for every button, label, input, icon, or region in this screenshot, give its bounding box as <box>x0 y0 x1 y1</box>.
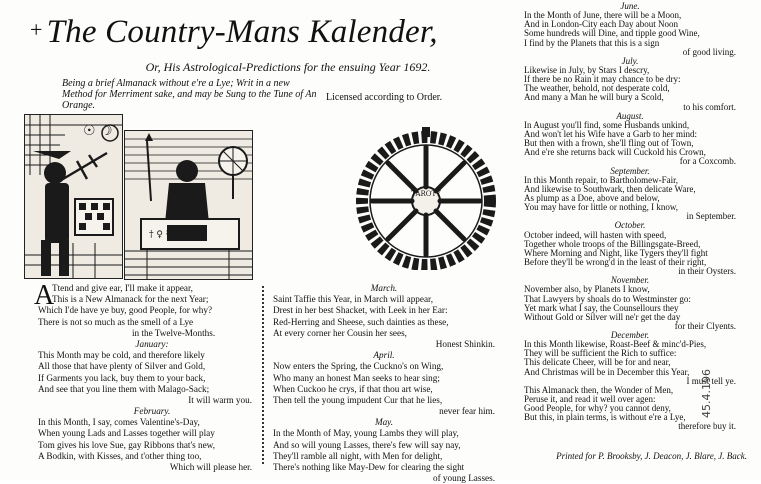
verse-line: At every corner her Cousin her sees, <box>273 327 407 338</box>
sun-moon-icon: ☉ ☽ <box>83 123 113 139</box>
page-title <box>30 14 490 51</box>
verse-line: When Cuckoo he crys, if that thou art wise, <box>273 383 433 394</box>
verse-line: Which I'de have ye buy, good People, for why? <box>38 305 213 316</box>
verse-line: All those that have plenty of Silver and Gold, <box>38 361 206 372</box>
woodcut-astrologer <box>24 114 123 279</box>
verse-line: Who many an honest Man seeks to hear sing; <box>273 372 440 383</box>
verse-line: And see that you line them with Malago-Sack; <box>38 383 210 394</box>
month-heading: December. <box>610 330 650 341</box>
handwritten-shelfmark: 45.4.196 <box>700 369 713 418</box>
verse-line: They'll ramble all night, with Men for delight, <box>273 450 443 461</box>
verse-line: Together whole troops of the Billingsgate-Breed, <box>524 238 701 249</box>
verse-line: In the Month of May, young Lambs they will play, <box>273 428 459 439</box>
symbol-marks: † ♀ ☿ <box>149 230 172 240</box>
month-heading: January: <box>135 338 169 349</box>
month-heading: July. <box>621 55 639 66</box>
month-heading: June. <box>620 1 640 11</box>
verse-line: Yet mark what I say, the Counsellours they <box>524 302 679 313</box>
verse-line: There is not so much as the smell of a Lye <box>38 316 194 327</box>
verse-refrain: in September. <box>686 211 736 222</box>
verse-line: And many a Man he will bury a Scold, <box>524 92 664 103</box>
verse-line: A Bodkin, with Kisses, and t'other thing too, <box>38 450 202 461</box>
verse-refrain: to his comfort. <box>683 101 736 112</box>
verse-line: In the Month of June, there will be a Moon, <box>524 10 682 21</box>
verse-line: And likewise to Southwark, then delicate Ware, <box>524 183 696 194</box>
column-left <box>34 280 252 473</box>
printer-imprint: Printed for P. Brooksby, J. Deacon, J. Blare, J. Back. <box>556 451 747 461</box>
verse-line: In this Month, I say, comes Valentine's-Day, <box>38 417 200 428</box>
verse-line: Ttend and give ear, I'll make it appear, <box>52 283 193 293</box>
verse-line: This is a New Almanack for the next Year; <box>52 294 209 305</box>
verse-refrain: Which will please her. <box>169 462 252 472</box>
column-middle <box>273 283 495 484</box>
verse-line: And in London-City each Day about Noon <box>524 19 678 30</box>
month-heading: September. <box>610 165 650 176</box>
verse-line: If there be no Rain it may chance to be dry: <box>524 74 681 85</box>
verse-line: Drest in her best Shacket, with Leek in her Ear: <box>273 305 448 316</box>
verse-line: They will be sufficient the Rich to suffice: <box>524 348 677 359</box>
woodcut-wheel <box>355 125 498 270</box>
verse-line: And won't let his Wife have a Garb to her mind: <box>524 128 698 139</box>
verse-line: And Christmas will be in December this Year, <box>524 366 690 377</box>
astrologer-illustration <box>25 115 122 278</box>
subtitle: Or, His Astrological-Predictions for the ensuing Year 1692. <box>145 60 431 74</box>
month-heading: April. <box>373 350 395 361</box>
verse-line: Without Gold or Silver will ne'r get the day <box>524 311 681 322</box>
verse-line: And so will young Lasses, there's few will say nay, <box>273 439 461 450</box>
month-heading: February. <box>133 406 171 417</box>
verse-refrain: therefore buy it. <box>678 421 736 432</box>
verse-line: But this, in plain terms, is without e're a Lye, <box>524 412 686 423</box>
column-divider <box>262 286 267 464</box>
verse-line: If Garments you lack, buy them to your back, <box>38 372 206 383</box>
month-heading: August. <box>616 110 644 121</box>
verse-line: In August you'll find, some Husbands unkind, <box>524 119 690 130</box>
verse-refrain: Honest Shinkin. <box>435 338 495 349</box>
verse-refrain: never fear him. <box>439 406 495 417</box>
month-heading: May. <box>374 417 394 428</box>
verse-line: Good People, for why? you cannot deny, <box>524 403 671 414</box>
verse-line: Then tell the young impudent Cur that he lies, <box>273 394 443 405</box>
verse-refrain: I must tell ye. <box>686 375 736 386</box>
verse-refrain: of young Lasses. <box>432 473 495 484</box>
verse-line: Peruse it, and read it well over agen: <box>524 394 656 405</box>
verse-line: That Lawyers by shoals do to Westminster go: <box>524 293 691 304</box>
verse-line: Now enters the Spring, the Cuckno's on Wing, <box>273 361 444 372</box>
wheel-illustration <box>355 125 498 270</box>
verse-line: October indeed, will hasten with speed, <box>524 229 667 240</box>
verse-line: Saint Taffie this Year, in March will appear, <box>273 294 434 305</box>
verse-line: This Almanack then, the Wonder of Men, <box>524 384 674 395</box>
license-line: Licensed according to Order. <box>326 92 443 103</box>
verse-line: Tom gives his love Sue, gay Ribbons that's new, <box>38 439 216 450</box>
woodcut-scholar <box>124 130 253 280</box>
wheel-label: TAROTY <box>411 190 441 198</box>
verse-line: This Month may be cold, and therefore likely <box>38 350 205 361</box>
verse-line: Where Morning and Night, like Tygers they'll fight <box>524 247 708 258</box>
verse-refrain: for a Coxcomb. <box>679 156 736 167</box>
verse-line: In this Month repair, to Bartholomew-Fair, <box>524 174 679 185</box>
verse-line: I find by the Planets that this is a sign <box>524 37 660 48</box>
verse-line: There's nothing like May-Dew for clearing the sight <box>273 462 465 472</box>
verse-line: You may have for little or nothing, I know, <box>524 202 678 213</box>
verse-line: The weather, behold, not desperate cold, <box>524 83 670 94</box>
scholar-illustration <box>125 131 252 279</box>
verse-line: November also, by Planets I know, <box>524 284 650 295</box>
verse-line: Before they'll be wrong'd in the least of their right, <box>524 256 707 267</box>
verse-line: Red-Herring and Sheese, such dainties as these, <box>273 316 449 327</box>
verse-line: Some hundreds will Dine, and tipple good Wine, <box>524 28 700 39</box>
title-text: The Country-Mans Kalender, <box>46 14 438 50</box>
verse-line: And e're she returns back will Cuckold his Crown, <box>524 147 706 158</box>
verse-refrain: of good living. <box>682 46 736 57</box>
month-heading: November. <box>610 275 650 286</box>
verse-refrain: It will warm you. <box>188 394 252 405</box>
verse-line: As plump as a Doe, above and below, <box>524 192 660 203</box>
verse-line: When young Lads and Lasses together will play <box>38 428 215 439</box>
verse-refrain: in their Oysters. <box>678 266 736 277</box>
verse-line: But then with a frown, she'll fling out of Town, <box>524 138 694 149</box>
month-heading: March. <box>370 283 398 293</box>
verse-line: This delicate Cheer, will be for and near, <box>524 357 671 368</box>
verse-line: In this Month likewise, Roast-Beef & minc'd-Pies, <box>524 339 707 350</box>
verse-line: Likewise in July, by Stars I descry, <box>524 64 650 75</box>
drop-cap: A <box>34 280 55 311</box>
column-right <box>524 2 736 432</box>
month-heading: October. <box>614 220 646 231</box>
verse-refrain: for their Clyents. <box>674 320 736 331</box>
verse-refrain: in the Twelve-Months. <box>132 327 216 338</box>
description: Being a brief Almanack without e're a Lye; Writ in a new Method for Merriment sake, and may be Sung to the Tune of An Orange. <box>62 78 317 111</box>
cross-mark: + <box>30 17 43 42</box>
